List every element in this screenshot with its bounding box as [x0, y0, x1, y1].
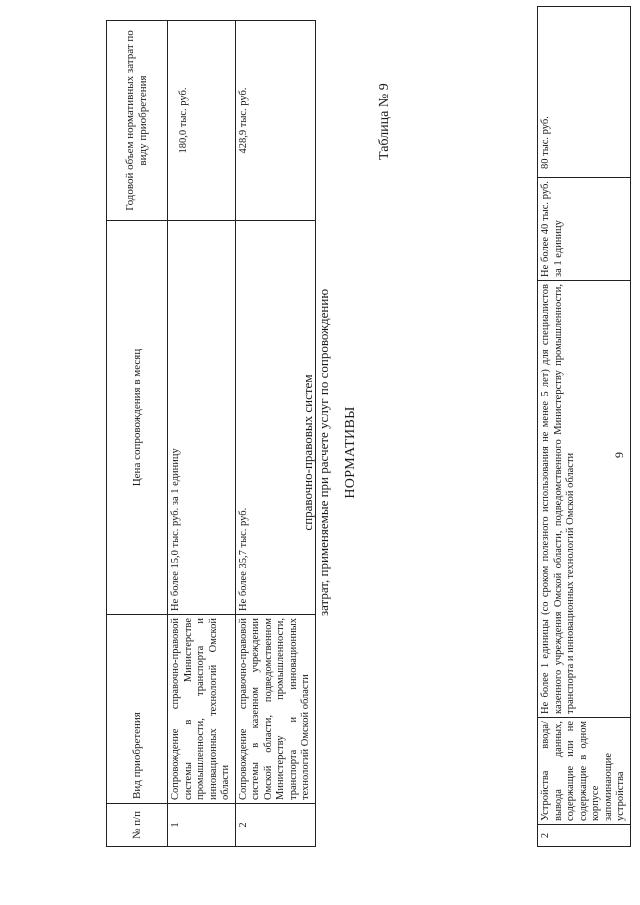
row-volume: 180,0 тыс. руб. [178, 87, 189, 154]
table-row [538, 7, 631, 847]
item-price: 80 тыс. руб. [538, 7, 631, 178]
header-price: Цена сопровождения в месяц [107, 221, 168, 615]
item-description: Не более 1 единицы (со сроком полезного использования не менее 5 лет) для специалистов казенного учреждения Омской области, подведомственного Министерству промышленности, транспорта и инновационных технологий Омской области [538, 281, 631, 718]
table-row [168, 21, 236, 847]
row-price: Не более 35,7 тыс. руб. [235, 221, 315, 615]
heading-title: НОРМАТИВЫ [343, 406, 358, 499]
row-number: 1 [168, 804, 236, 847]
row-kind: Сопровождение справочно-правовой системы в Министерстве промышленности, транспорта и инновационных технологий Омской области [168, 615, 236, 804]
page-number: 9 [612, 452, 626, 458]
table-row [235, 21, 315, 847]
row-number: 2 [538, 825, 631, 847]
continuation-table [537, 6, 631, 847]
row-volume-cell [235, 21, 315, 221]
row-volume-cell [168, 21, 236, 221]
header-volume: Годовой объем нормативных затрат по виду приобретения [107, 21, 168, 221]
row-volume: 428,9 тыс. руб. [237, 87, 249, 154]
header-num: № п/п [107, 804, 168, 847]
row-number: 2 [235, 804, 315, 847]
table-label: Таблица № 9 [377, 83, 392, 160]
norms-table [106, 20, 316, 847]
heading-subtitle-line1: затрат, применяемые при расчете услуг по сопровождению [316, 288, 331, 617]
header-kind: Вид приобретения [107, 615, 168, 804]
table-header-row [107, 21, 168, 847]
heading-subtitle-line2: справочно-правовых систем [300, 374, 315, 531]
item-name: Устройства ввода/вывода данных, содержащие или не содержащие в одном корпусе запоминающие устройства [538, 718, 631, 825]
item-quantity: Не более 40 тыс. руб. за 1 единицу [538, 178, 631, 281]
row-price: Не более 15,0 тыс. руб. за 1 единицу [168, 221, 236, 615]
row-kind: Сопровождение справочно-правовой системы в казенном учреждении Омской области, подведомственном Министерству промышленности, транспорта и инновационных технологий Омской области [235, 615, 315, 804]
